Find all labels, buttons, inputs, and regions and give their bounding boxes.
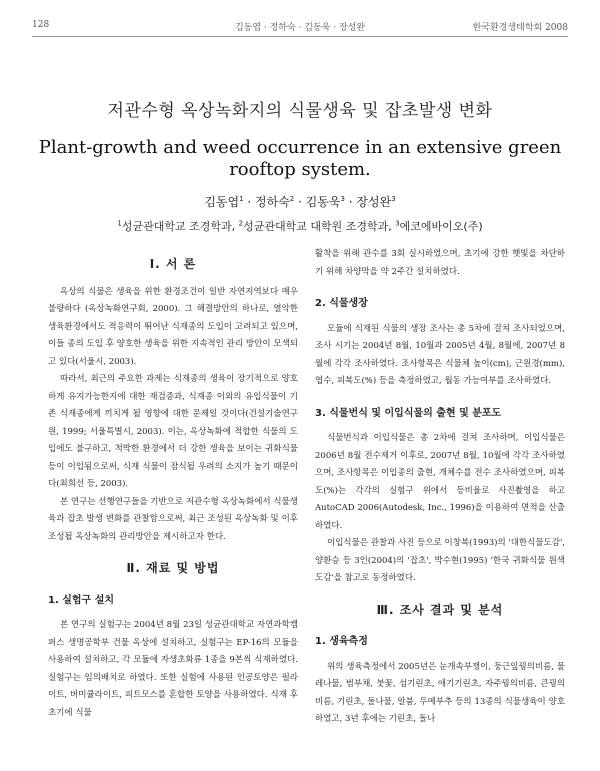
affil-1: 성균관대학교 조경학과, xyxy=(121,220,239,233)
author-2-affil: 2 xyxy=(289,195,295,203)
paragraph: 위의 생육측정에서 2005년은 눈개속부쟁이, 둥근잎꿩의비름, 물레나물, 범부채, 붓꽃, 섬기린초, 애기기린초, 자주꿩의비름, 큰꿩의비름, 기린초, 돌나물, 알붐, 두메부추 등의 13종의 식물생육이 양호하였고, 3년 후에는 기린초, 돌나 xyxy=(315,661,565,724)
author-1: 김동엽 xyxy=(204,195,240,209)
title-block xyxy=(20,96,580,234)
affil-2-mark: 2 xyxy=(238,219,244,228)
page-number: 128 xyxy=(32,20,50,30)
author-4-affil: 3 xyxy=(391,195,396,203)
author-3: 김동욱 xyxy=(305,195,341,209)
affil-3-mark: 3 xyxy=(395,219,400,228)
paragraph: 이입식물은 관찰과 사진 등으로 이창복(1993)의 '대한식물도감', 양환승 등 3인(2004)의 '잡초', 박수현(1995) '한국 귀화식물 원색도감'을 참고로 동정하였다. xyxy=(315,538,566,583)
author-1-affil: 1 xyxy=(239,195,244,203)
paragraph: 활착을 위해 관수를 3회 실시하였으며, 초기에 강한 햇빛을 차단하기 위해 차양막을 약 2주간 설치하였다. xyxy=(315,249,565,277)
subsection-heading: 3. 식물번식 및 이입식물의 출현 및 분포도 xyxy=(315,407,502,419)
paragraph: 따라서, 최근의 주요한 과제는 식재종의 생육이 장기적으로 양호하게 유지가능한지에 대한 재검증과, 식재종 이외의 유입식물이 기존 식재종에게 끼치게 될 영향에 대한 문제일 것이다(건설기술연구원, 1999; 서울특별시, 2003). 이는, 옥상녹화에 적합한 식물의 도입에도 불구하고, 척박한 환경에서 더 강한 생육을 보이는 귀화식물 등이 이입됨으로써, 식재 식물이 잠식될 우려의 소지가 높기 때문이다(최희선 등, 2003). xyxy=(48,374,298,489)
right-column xyxy=(315,246,565,729)
title-english: Plant-growth and weed occurrence in an extensive green rooftop system. xyxy=(38,137,562,180)
affiliations xyxy=(20,218,580,234)
author-2: 정하숙 xyxy=(255,195,290,209)
paragraph: 본 연구는 선행연구들을 기반으로 저관수형 옥상녹화에서 식물생육과 잡초 발생 변화를 관찰함으로써, 최근 조성된 옥상녹화 및 이후 조성될 옥상녹화의 관리방안을 제시하고자 한다. xyxy=(48,496,298,542)
subsection-heading: 1. 생육측정 xyxy=(315,636,368,647)
paragraph: 식물번식과 이입식물은 총 2차에 걸쳐 조사하며, 이입식물은 2006년 8월 전수제거 이후로, 2007년 8월, 10월에 각각 조사하였으며, 조사항목은 이입종의 출현, 개체수를 전수 조사하였으며, 피복도(%)는 각각의 실험구 위에서 등비율로 사진촬영을 하고 AutoCAD 2006(Autodesk, Inc., 1996)을 이용하여 면적을 산출하였다. xyxy=(315,433,565,531)
affil-3: 에코에바이오(주) xyxy=(399,220,483,233)
affil-2: 성균관대학교 대학원 조경학과, xyxy=(243,220,396,233)
subsection-heading: 1. 실험구 설치 xyxy=(48,594,115,606)
affil-1-mark: 1 xyxy=(117,219,122,228)
author-4: 장성완 xyxy=(356,195,392,209)
paragraph: 옥상의 식물은 생육을 위한 환경조건이 일반 자연지역보다 매우 불량하다 (옥상녹화연구회, 2000). 그 해결방안의 하나로, 열악한 생육환경에서도 적응력이 뛰어난 식재종의 도입이 고려되고 있으며, 이들 종의 도입 후 양호한 생육을 위한 지속적인 관리 방안이 모색되고 있다(서울시, 2003). xyxy=(48,286,298,367)
left-column xyxy=(48,246,298,722)
title-korean: 저관수형 옥상녹화지의 식물생육 및 잡초발생 변화 xyxy=(107,101,493,121)
section-heading-introduction: Ⅰ. 서 론 xyxy=(149,257,197,271)
section-heading-methods: Ⅱ. 재료 및 방법 xyxy=(126,561,220,575)
header-authors: 김동엽 · 정하숙 · 김동욱 · 장성완 xyxy=(234,23,366,33)
paragraph: 모듈에 식재된 식물의 생장 조사는 총 5차에 걸쳐 조사되었으며, 조사 시기는 2004년 8월, 10월과 2005년 4월, 8월에, 2007년 8월에 각각 조사하였다. 조사항목은 식물체 높이(cm), 근원경(mm), 엽수, 피복도(%) 등을 측정하였고, 월동 가능여부를 조사하였다. xyxy=(315,323,565,386)
section-heading-results: Ⅲ. 조사 결과 및 분석 xyxy=(376,602,504,617)
journal-name: 한국환경생태학회 2008 xyxy=(472,23,568,33)
running-header xyxy=(32,20,568,37)
paragraph: 본 연구의 실험구는 2004년 8월 23일 성균관대학교 자연과학캠퍼스 생명공학부 건물 옥상에 설치하고, 실험구는 EP-16의 모듈을 사용하여 설치하고, 각 모듈에 자생초화류 1종을 9본씩 식재하였다. 실험구는 임의배치로 하였다. 또한 실험에 사용된 인공토양은 펄라이트, 버미큘라이트, 피트모스를 혼합한 토양을 사용하였다. 식재 후 초기에 식물 xyxy=(48,620,298,718)
author-3-affil: 3 xyxy=(340,195,345,203)
author-list: 김동엽$^1$ · 정하숙$^2$ · 김동욱$^3$ · 장성완$^3$ xyxy=(204,195,396,209)
subsection-heading: 2. 식물생장 xyxy=(315,298,368,309)
